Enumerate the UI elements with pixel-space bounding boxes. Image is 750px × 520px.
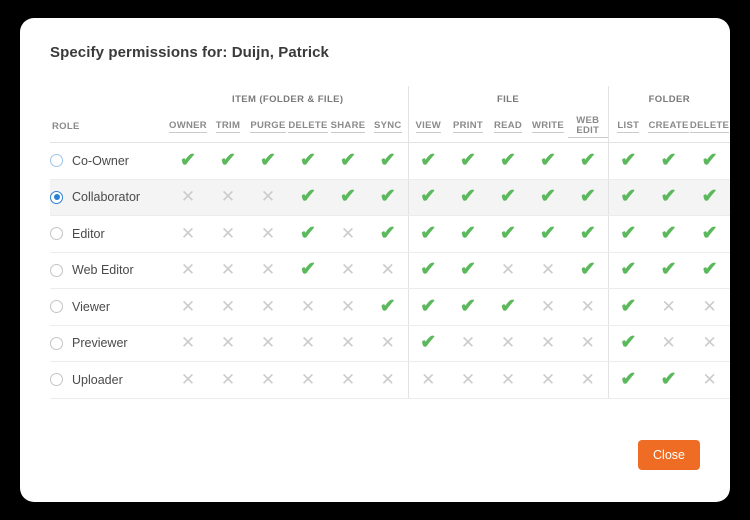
group-header-folder: FOLDER	[648, 93, 691, 105]
role-radio[interactable]	[50, 191, 63, 204]
permission-cell[interactable]	[288, 252, 328, 289]
permission-cell[interactable]	[208, 143, 248, 180]
cross-icon: ✕	[220, 187, 236, 207]
table-head	[50, 86, 730, 143]
permission-cell[interactable]	[689, 252, 730, 289]
permission-cell[interactable]	[608, 325, 648, 362]
permission-cell[interactable]	[168, 143, 208, 180]
permission-cell[interactable]	[368, 362, 408, 399]
check-icon: ✔	[540, 149, 556, 171]
check-icon: ✔	[340, 186, 356, 208]
permission-cell[interactable]	[608, 362, 648, 399]
check-icon: ✔	[379, 222, 396, 244]
permission-cell[interactable]	[408, 325, 448, 362]
permission-cell[interactable]	[488, 143, 528, 180]
permission-cell[interactable]	[248, 216, 288, 253]
role-cell[interactable]	[50, 179, 168, 216]
role-label: Viewer	[72, 299, 110, 314]
column-header-purge	[248, 112, 288, 143]
permission-cell[interactable]	[648, 179, 689, 216]
check-icon: ✔	[540, 222, 556, 244]
check-icon: ✔	[620, 149, 637, 171]
check-icon: ✔	[660, 259, 677, 281]
check-icon: ✔	[460, 222, 476, 244]
column-header-delete-item-label: DELETE	[288, 120, 328, 131]
check-icon: ✔	[620, 368, 637, 390]
cross-icon: ✕	[661, 296, 676, 316]
permission-cell[interactable]	[568, 216, 608, 253]
permission-cell[interactable]	[368, 252, 408, 289]
check-icon: ✔	[660, 186, 677, 208]
permission-cell[interactable]	[568, 252, 608, 289]
permission-cell[interactable]	[248, 143, 288, 180]
permission-cell[interactable]	[328, 179, 368, 216]
column-header-read	[488, 112, 528, 143]
permission-cell[interactable]	[528, 179, 568, 216]
permission-cell[interactable]	[568, 143, 608, 180]
group-header-item: ITEM (FOLDER & FILE)	[168, 86, 408, 112]
group-header-row	[50, 86, 730, 112]
permission-cell[interactable]	[168, 325, 208, 362]
cross-icon: ✕	[580, 369, 595, 389]
permission-cell[interactable]	[568, 289, 608, 326]
permission-cell[interactable]	[248, 289, 288, 326]
permission-cell[interactable]	[448, 289, 488, 326]
check-icon: ✔	[460, 295, 476, 317]
role-cell[interactable]	[50, 289, 168, 326]
column-header-delete-folder	[689, 112, 730, 143]
column-header-print-label: PRINT	[453, 120, 483, 131]
permission-cell[interactable]	[528, 143, 568, 180]
cross-icon: ✕	[580, 333, 595, 353]
cross-icon: ✕	[340, 333, 356, 353]
check-icon: ✔	[420, 149, 437, 171]
check-icon: ✔	[500, 222, 516, 244]
permission-cell[interactable]	[288, 325, 328, 362]
permission-cell[interactable]	[488, 216, 528, 253]
cross-icon: ✕	[500, 369, 516, 389]
permission-cell[interactable]	[448, 216, 488, 253]
column-header-web-edit	[568, 112, 608, 143]
role-label: Co-Owner	[72, 153, 129, 168]
permission-cell[interactable]	[448, 325, 488, 362]
check-icon: ✔	[460, 186, 476, 208]
check-icon: ✔	[500, 295, 516, 317]
role-label: Editor	[72, 226, 105, 241]
permission-cell[interactable]	[208, 179, 248, 216]
permission-cell[interactable]	[568, 179, 608, 216]
permission-cell[interactable]	[689, 325, 730, 362]
cross-icon: ✕	[661, 333, 676, 353]
column-header-owner-label: OWNER	[169, 120, 207, 131]
cross-icon: ✕	[260, 260, 276, 280]
permission-cell[interactable]	[168, 216, 208, 253]
cross-icon: ✕	[180, 333, 196, 353]
check-icon: ✔	[420, 259, 437, 281]
cross-icon: ✕	[702, 369, 717, 389]
check-icon: ✔	[701, 186, 718, 208]
cross-icon: ✕	[421, 369, 436, 389]
permission-cell[interactable]	[448, 252, 488, 289]
check-icon: ✔	[420, 332, 437, 354]
permission-cell[interactable]	[208, 325, 248, 362]
check-icon: ✔	[220, 149, 236, 171]
check-icon: ✔	[420, 295, 437, 317]
cross-icon: ✕	[260, 369, 276, 389]
permission-cell[interactable]	[288, 179, 328, 216]
column-header-row	[50, 112, 730, 143]
permission-cell[interactable]	[488, 179, 528, 216]
permission-cell[interactable]	[448, 179, 488, 216]
permission-cell[interactable]	[328, 289, 368, 326]
check-icon: ✔	[379, 186, 396, 208]
cross-icon: ✕	[300, 369, 316, 389]
cross-icon: ✕	[500, 333, 516, 353]
cross-icon: ✕	[702, 333, 717, 353]
cross-icon: ✕	[380, 260, 395, 280]
table-row[interactable]	[50, 362, 730, 399]
role-radio[interactable]	[50, 264, 63, 277]
permission-cell[interactable]	[568, 362, 608, 399]
permission-cell[interactable]	[288, 362, 328, 399]
check-icon: ✔	[620, 222, 637, 244]
permission-cell[interactable]	[608, 252, 648, 289]
column-header-write	[528, 112, 568, 143]
permission-cell[interactable]	[288, 289, 328, 326]
role-label: Collaborator	[72, 190, 141, 205]
permission-cell[interactable]	[408, 289, 448, 326]
cross-icon: ✕	[220, 333, 236, 353]
check-icon: ✔	[620, 332, 637, 354]
cross-icon: ✕	[260, 187, 276, 207]
cross-icon: ✕	[540, 333, 556, 353]
column-header-sync	[368, 112, 408, 143]
permission-cell[interactable]	[168, 362, 208, 399]
permission-cell[interactable]	[208, 252, 248, 289]
permission-cell[interactable]	[408, 179, 448, 216]
permission-cell[interactable]	[689, 289, 730, 326]
cross-icon: ✕	[702, 296, 717, 316]
column-header-sync-label: SYNC	[373, 120, 402, 131]
column-header-share-label: SHARE	[330, 120, 366, 131]
check-icon: ✔	[180, 149, 196, 171]
cross-icon: ✕	[340, 223, 356, 243]
check-icon: ✔	[460, 259, 476, 281]
permission-cell[interactable]	[408, 362, 448, 399]
column-header-owner	[168, 112, 208, 143]
permission-cell[interactable]	[328, 252, 368, 289]
permission-cell[interactable]	[368, 325, 408, 362]
check-icon: ✔	[540, 186, 556, 208]
column-header-list-label: LIST	[617, 120, 640, 131]
permission-cell[interactable]	[248, 362, 288, 399]
permission-cell[interactable]	[528, 216, 568, 253]
column-header-share	[328, 112, 368, 143]
permission-cell[interactable]	[528, 289, 568, 326]
permission-cell[interactable]	[528, 325, 568, 362]
column-header-delete-item	[288, 112, 328, 143]
check-icon: ✔	[620, 295, 637, 317]
group-header-blank	[50, 86, 168, 112]
permission-cell[interactable]	[448, 143, 488, 180]
permission-cell[interactable]	[648, 325, 689, 362]
column-header-write-label: WRITE	[531, 120, 565, 131]
check-icon: ✔	[300, 186, 316, 208]
check-icon: ✔	[460, 149, 476, 171]
check-icon: ✔	[620, 259, 637, 281]
permission-cell[interactable]	[328, 216, 368, 253]
role-label: Uploader	[72, 372, 123, 387]
permission-cell[interactable]	[648, 216, 689, 253]
cross-icon: ✕	[180, 260, 196, 280]
permission-cell[interactable]	[168, 289, 208, 326]
permission-cell[interactable]	[368, 289, 408, 326]
permission-cell[interactable]	[208, 216, 248, 253]
check-icon: ✔	[579, 186, 596, 208]
column-header-view-label: VIEW	[415, 120, 441, 131]
permission-cell[interactable]	[208, 289, 248, 326]
column-header-create	[648, 112, 689, 143]
column-header-create-label: CREATE	[648, 120, 689, 131]
cross-icon: ✕	[300, 333, 316, 353]
role-cell[interactable]	[50, 325, 168, 362]
role-cell[interactable]	[50, 216, 168, 253]
role-radio[interactable]	[50, 154, 63, 167]
role-radio[interactable]	[50, 227, 63, 240]
permission-cell[interactable]	[488, 289, 528, 326]
cross-icon: ✕	[180, 369, 196, 389]
cross-icon: ✕	[340, 260, 356, 280]
role-cell[interactable]	[50, 143, 168, 180]
permission-cell[interactable]	[328, 325, 368, 362]
permission-cell[interactable]	[288, 143, 328, 180]
role-radio[interactable]	[50, 373, 63, 386]
permission-cell[interactable]	[248, 179, 288, 216]
cross-icon: ✕	[340, 296, 356, 316]
column-header-delete-folder-label: DELETE	[689, 120, 730, 131]
role-radio[interactable]	[50, 337, 63, 350]
permission-cell[interactable]	[648, 362, 689, 399]
cross-icon: ✕	[220, 223, 236, 243]
permission-cell[interactable]	[488, 252, 528, 289]
check-icon: ✔	[701, 149, 718, 171]
cross-icon: ✕	[580, 296, 595, 316]
column-header-list	[608, 112, 648, 143]
column-header-print	[448, 112, 488, 143]
check-icon: ✔	[620, 186, 637, 208]
permission-cell[interactable]	[608, 143, 648, 180]
close-button[interactable]: Close	[638, 440, 700, 470]
column-header-trim	[208, 112, 248, 143]
permission-cell[interactable]	[248, 325, 288, 362]
check-icon: ✔	[300, 149, 316, 171]
permission-cell[interactable]	[648, 143, 689, 180]
permission-cell[interactable]	[448, 362, 488, 399]
cross-icon: ✕	[220, 260, 236, 280]
cross-icon: ✕	[380, 369, 395, 389]
check-icon: ✔	[300, 259, 316, 281]
table-row[interactable]	[50, 216, 730, 253]
cross-icon: ✕	[460, 369, 476, 389]
permissions-dialog	[20, 18, 730, 502]
check-icon: ✔	[579, 259, 596, 281]
permission-cell[interactable]	[408, 216, 448, 253]
check-icon: ✔	[579, 149, 596, 171]
table-row[interactable]	[50, 143, 730, 180]
cross-icon: ✕	[540, 260, 556, 280]
cross-icon: ✕	[260, 296, 276, 316]
permission-cell[interactable]	[568, 325, 608, 362]
column-header-read-label: READ	[493, 120, 523, 131]
check-icon: ✔	[300, 222, 316, 244]
cross-icon: ✕	[540, 296, 556, 316]
column-header-purge-label: PURGE	[250, 120, 286, 131]
permission-cell[interactable]	[488, 325, 528, 362]
table-row[interactable]	[50, 289, 730, 326]
permission-cell[interactable]	[648, 289, 689, 326]
permission-cell[interactable]	[608, 216, 648, 253]
role-cell[interactable]	[50, 252, 168, 289]
permission-cell[interactable]	[208, 362, 248, 399]
column-header-web-edit-label: WEB EDIT	[568, 116, 608, 138]
check-icon: ✔	[379, 149, 396, 171]
check-icon: ✔	[420, 222, 437, 244]
column-header-role: ROLE	[50, 112, 168, 143]
cross-icon: ✕	[380, 333, 395, 353]
cross-icon: ✕	[300, 296, 316, 316]
table-body	[50, 143, 730, 399]
permission-cell[interactable]	[328, 362, 368, 399]
cross-icon: ✕	[460, 333, 476, 353]
column-header-view	[408, 112, 448, 143]
role-cell[interactable]	[50, 362, 168, 399]
role-label: Web Editor	[72, 263, 134, 278]
check-icon: ✔	[500, 149, 516, 171]
permission-cell[interactable]	[689, 216, 730, 253]
permission-cell[interactable]	[248, 252, 288, 289]
cross-icon: ✕	[220, 296, 236, 316]
permission-cell[interactable]	[608, 289, 648, 326]
permission-cell[interactable]	[408, 143, 448, 180]
column-header-trim-label: TRIM	[215, 120, 241, 131]
cross-icon: ✕	[180, 223, 196, 243]
table-row[interactable]	[50, 252, 730, 289]
check-icon: ✔	[660, 222, 677, 244]
permission-cell[interactable]	[528, 252, 568, 289]
table-row[interactable]	[50, 179, 730, 216]
dialog-title: Specify permissions for: Duijn, Patrick	[50, 44, 329, 61]
check-icon: ✔	[260, 149, 276, 171]
permission-cell[interactable]	[288, 216, 328, 253]
cross-icon: ✕	[260, 333, 276, 353]
check-icon: ✔	[379, 295, 396, 317]
cross-icon: ✕	[260, 223, 276, 243]
permission-cell[interactable]	[488, 362, 528, 399]
check-icon: ✔	[660, 368, 677, 390]
permission-cell[interactable]	[168, 179, 208, 216]
permission-cell[interactable]	[368, 216, 408, 253]
permission-cell[interactable]	[528, 362, 568, 399]
cross-icon: ✕	[540, 369, 556, 389]
check-icon: ✔	[579, 222, 596, 244]
check-icon: ✔	[701, 259, 718, 281]
cross-icon: ✕	[220, 369, 236, 389]
check-icon: ✔	[500, 186, 516, 208]
cross-icon: ✕	[180, 187, 196, 207]
cross-icon: ✕	[180, 296, 196, 316]
group-header-file: FILE	[408, 86, 608, 112]
check-icon: ✔	[420, 186, 437, 208]
permission-cell[interactable]	[608, 179, 648, 216]
permission-cell[interactable]	[368, 143, 408, 180]
cross-icon: ✕	[500, 260, 516, 280]
check-icon: ✔	[340, 149, 356, 171]
check-icon: ✔	[701, 222, 718, 244]
permission-cell[interactable]	[689, 179, 730, 216]
role-label: Previewer	[72, 336, 128, 351]
permission-cell[interactable]	[408, 252, 448, 289]
permission-cell[interactable]	[689, 362, 730, 399]
permission-cell[interactable]	[689, 143, 730, 180]
table-row[interactable]	[50, 325, 730, 362]
cross-icon: ✕	[340, 369, 356, 389]
permission-cell[interactable]	[648, 252, 689, 289]
permission-cell[interactable]	[368, 179, 408, 216]
check-icon: ✔	[660, 149, 677, 171]
permissions-table	[50, 86, 730, 399]
permission-cell[interactable]	[328, 143, 368, 180]
role-radio[interactable]	[50, 300, 63, 313]
permission-cell[interactable]	[168, 252, 208, 289]
